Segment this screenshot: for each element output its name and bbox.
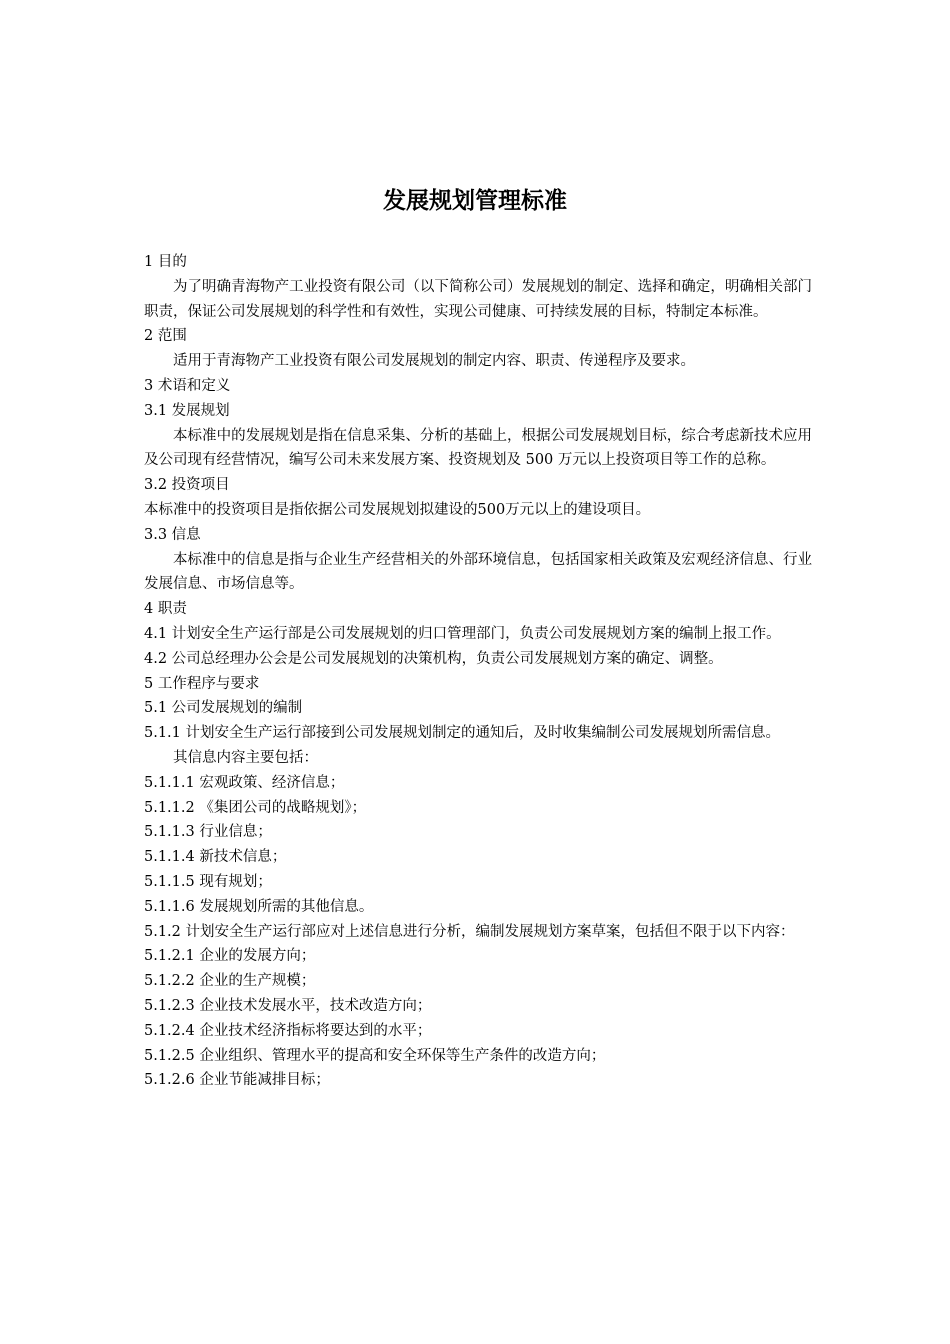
paragraph: 适用于青海物产工业投资有限公司发展规划的制定内容、职责、传递程序及要求。 (173, 353, 695, 370)
paragraph: 5.1.1 计划安全生产运行部接到公司发展规划制定的通知后，及时收集编制公司发展规划所需信息。 (144, 725, 780, 742)
paragraph: 3 术语和定义 (144, 377, 231, 394)
paragraph: 5.1.2 计划安全生产运行部应对上述信息进行分析，编制发展规划方案草案，包括但不限于以下内容： (144, 923, 795, 940)
paragraph: 4 职责 (144, 601, 187, 618)
paragraph: 5.1.1.4 新技术信息； (144, 849, 287, 866)
paragraph: 5.1.2.1 企业的发展方向； (144, 948, 316, 965)
paragraph: 5.1.1.1 宏观政策、经济信息； (144, 774, 345, 791)
paragraph: 5.1.1.5 现有规划； (144, 873, 272, 890)
paragraph: 3.1 发展规划 (144, 402, 230, 419)
paragraph: 5.1.1.3 行业信息； (144, 824, 272, 841)
paragraph: 5.1.2.4 企业技术经济指标将要达到的水平； (144, 1022, 432, 1039)
paragraph: 其信息内容主要包括： (173, 749, 318, 766)
paragraph: 3.3 信息 (144, 526, 201, 543)
paragraph: 本标准中的信息是指与企业生产经营相关的外部环境信息，包括国家相关政策及宏观经济信息、行业发展信息、市场信息等。 (144, 551, 812, 593)
paragraph: 5.1.2.2 企业的生产规模； (144, 973, 316, 990)
paragraph: 4.2 公司总经理办公会是公司发展规划的决策机构，负责公司发展规划方案的确定、调整。 (144, 650, 723, 667)
paragraph: 5.1 公司发展规划的编制 (144, 700, 303, 717)
paragraph: 5.1.2.6 企业节能减排目标； (144, 1072, 330, 1089)
paragraph: 本标准中的发展规划是指在信息采集、分析的基础上，根据公司发展规划目标，综合考虑新技术应用及公司现有经营情况，编写公司未来发展方案、投资规划及 500 万元以上投资项目等工作的总称。 (144, 427, 812, 469)
paragraph: 4.1 计划安全生产运行部是公司发展规划的归口管理部门，负责公司发展规划方案的编制上报工作。 (144, 625, 781, 642)
paragraph: 5.1.2.3 企业技术发展水平，技术改造方向； (144, 997, 432, 1014)
paragraph: 5.1.1.2 《集团公司的战略规划》； (144, 799, 367, 816)
paragraph: 5.1.1.6 发展规划所需的其他信息。 (144, 898, 374, 915)
paragraph: 本标准中的投资项目是指依据公司发展规划拟建设的500万元以上的建设项目。 (144, 501, 651, 518)
paragraph: 1 目的 (144, 254, 187, 270)
document-body (144, 250, 812, 1093)
paragraph: 5 工作程序与要求 (144, 675, 260, 692)
paragraph: 为了明确青海物产工业投资有限公司（以下简称公司）发展规划的制定、选择和确定，明确相关部门职责，保证公司发展规划的科学性和有效性，实现公司健康、可持续发展的目标，特制定本标准。 (144, 278, 812, 320)
document-title: 发展规划管理标准 (383, 188, 567, 214)
paragraph: 3.2 投资项目 (144, 477, 230, 494)
paragraph: 2 范围 (144, 328, 187, 345)
paragraph: 5.1.2.5 企业组织、管理水平的提高和安全环保等生产条件的改造方向； (144, 1047, 606, 1064)
